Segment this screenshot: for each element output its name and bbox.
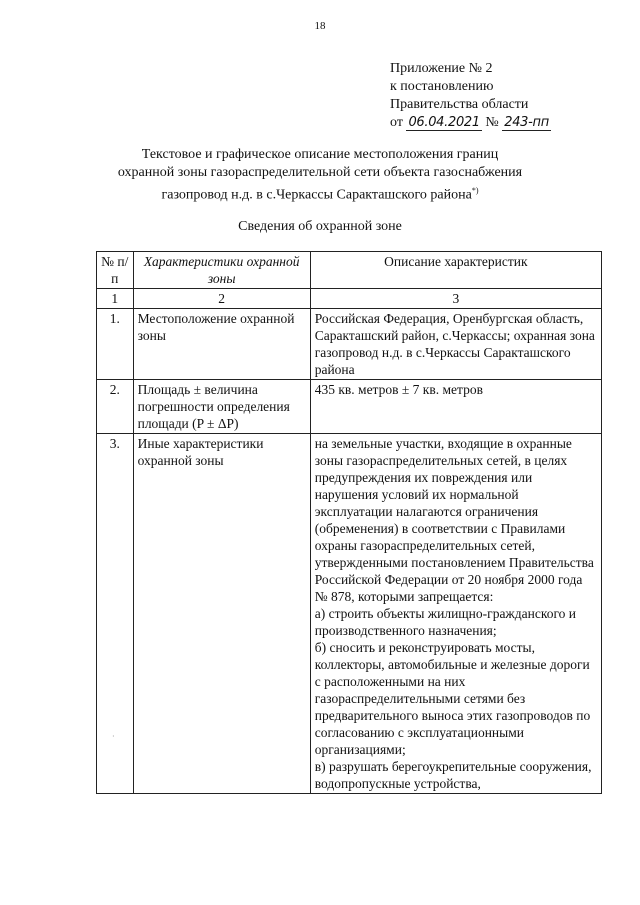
title-line-3: газопровод н.д. в с.Черкассы Саракташского района*) [161, 186, 479, 203]
row-description: 435 кв. метров ± 7 кв. метров [310, 380, 601, 434]
restrictions-intro: на земельные участки, входящие в охранные зоны газораспределительных сетей, в целях предупреждения их повреждения или нарушения условий их нормальной эксплуатации налагаются ограничения (обременения) в соответствии с Правилами охраны газораспределительных сетей, утвержденными постановлением Правительства Российской Федерации от 20 ноября 2000 года № 878, которыми запрещается: [314, 436, 594, 604]
row-description: Российская Федерация, Оренбургская область, Саракташский район, с.Черкассы; охранная зона газопровод н.д. в с.Черкассы Саракташского района [310, 309, 601, 380]
margin-mark: · [112, 732, 115, 741]
appendix-government: Правительства области [390, 97, 529, 112]
appendix-date-line [390, 114, 635, 132]
date-prefix: от [390, 115, 403, 130]
protection-zone-table [96, 251, 602, 794]
footnote-mark: *) [471, 186, 479, 195]
table-row [97, 434, 602, 794]
section-title: Сведения об охранной зоне [238, 219, 402, 234]
table-row [97, 309, 602, 380]
date-value: 06.04.2021 [408, 115, 480, 130]
column-number: 2 [133, 289, 310, 309]
row-description [310, 434, 601, 794]
column-number-row [97, 289, 602, 309]
row-characteristic: Площадь ± величина погрешности определения площади (P ± ΔP) [133, 380, 310, 434]
header-num: № п/п [97, 252, 134, 289]
row-number: 1. [97, 309, 134, 380]
column-number: 1 [97, 289, 134, 309]
table-row [97, 380, 602, 434]
table-header-row [97, 252, 602, 289]
row-characteristic: Иные характеристики охранной зоны [133, 434, 310, 794]
restriction-item-c: в) разрушать берегоукрепительные сооружения, водопропускные устройства, [314, 759, 592, 791]
appendix-resolution: к постановлению [390, 79, 494, 94]
document-title [90, 146, 550, 205]
restriction-item-b: б) сносить и реконструировать мосты, коллекторы, автомобильные и железные дороги с расположенными на них газораспределительными сетями без предварительного выноса этих газопроводов по согласованию с эксплуатационными организациями; [314, 640, 591, 757]
header-description: Описание характеристик [310, 252, 601, 289]
row-characteristic: Местоположение охранной зоны [133, 309, 310, 380]
title-line-1: Текстовое и графическое описание местоположения границ [141, 147, 499, 162]
column-number: 3 [310, 289, 601, 309]
row-number: 3. [97, 434, 134, 794]
row-number: 2. [97, 380, 134, 434]
header-characteristics: Характеристики охранной зоны [133, 252, 310, 289]
number-value: 243-пп [504, 115, 549, 130]
page-number: 18 [314, 20, 326, 32]
appendix-block [390, 60, 635, 132]
title-line-2: охранной зоны газораспределительной сети объекта газоснабжения [117, 165, 523, 180]
appendix-title: Приложение № 2 [390, 61, 493, 76]
number-prefix: № [485, 115, 499, 130]
restriction-item-a: а) строить объекты жилищно-гражданского и производственного назначения; [314, 606, 577, 638]
